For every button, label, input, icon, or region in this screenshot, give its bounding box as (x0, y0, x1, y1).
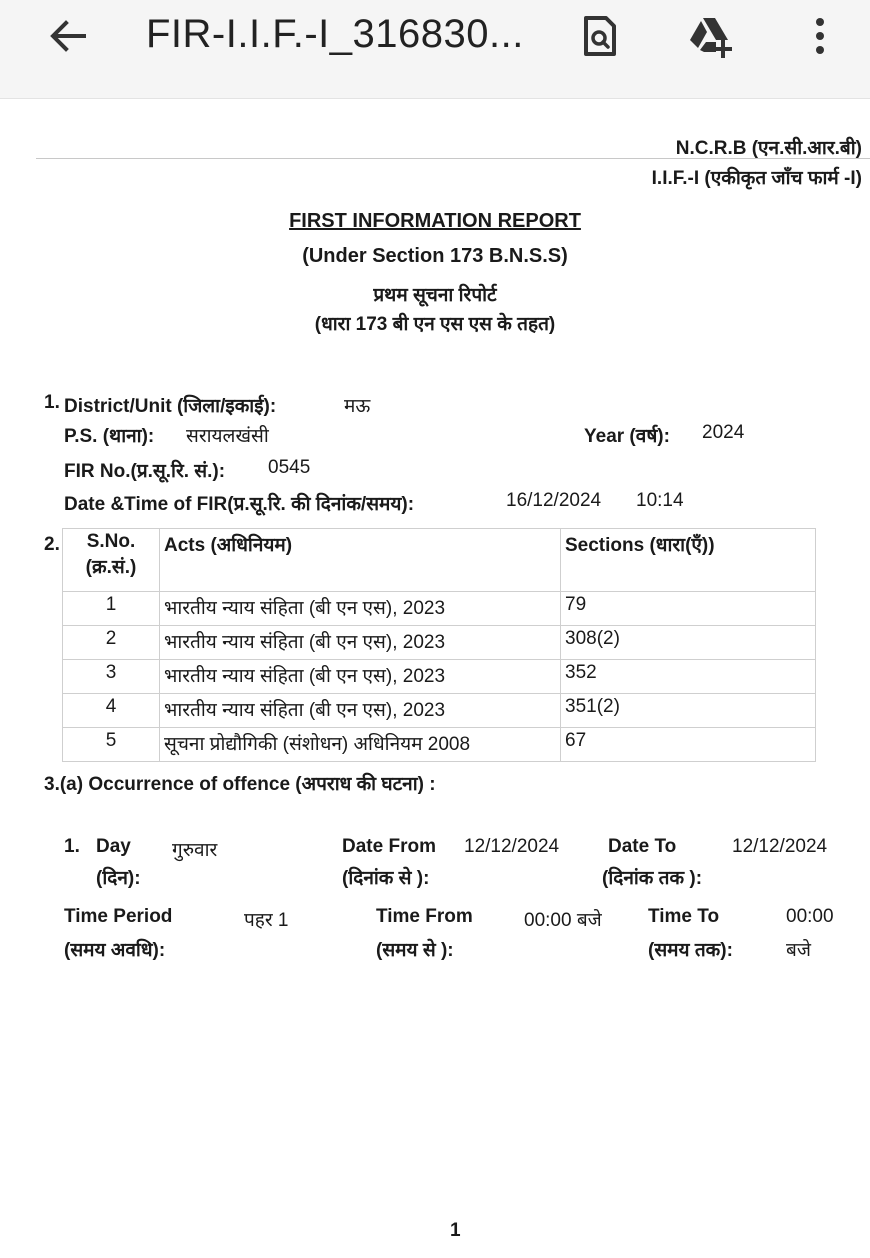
date-to-label-hindi: (दिनांक तक ): (602, 868, 703, 889)
time-from-value: 00:00 बजे (524, 910, 602, 931)
find-in-document-icon[interactable] (576, 12, 624, 60)
table-row (63, 728, 816, 762)
header-divider (36, 158, 870, 159)
row-section: 67 (561, 728, 816, 762)
section-2-number: 2. (44, 534, 60, 555)
year-label: Year (वर्ष): (584, 426, 670, 447)
time-to-value-unit: बजे (786, 940, 811, 961)
sections-header: Sections (धारा(एँ)) (561, 529, 816, 592)
row-section: 352 (561, 660, 816, 694)
date-from-value: 12/12/2024 (464, 836, 560, 857)
time-period-label-hindi: (समय अवधि): (64, 940, 166, 961)
time-from-label: Time From (376, 906, 473, 927)
row-section: 351(2) (561, 694, 816, 728)
fir-date-value: 16/12/2024 (506, 490, 602, 511)
row-act: भारतीय न्याय संहिता (बी एन एस), 2023 (160, 592, 561, 626)
day-label: Day (96, 836, 131, 857)
sno-header-label: S.No. (86, 531, 136, 552)
document-title: FIR-I.I.F.-I_316830... (146, 12, 524, 56)
arrow-left-icon[interactable] (44, 12, 92, 60)
fir-time-value: 10:14 (636, 490, 684, 511)
day-value: गुरुवार (172, 840, 218, 861)
district-value: मऊ (344, 396, 371, 417)
year-value: 2024 (702, 422, 745, 443)
row-sno: 2 (63, 626, 160, 660)
row-section: 79 (561, 592, 816, 626)
more-vert-icon[interactable] (796, 12, 844, 60)
time-period-value: पहर 1 (244, 910, 289, 931)
iif-label: I.I.F.-I (एकीकृत जाँच फार्म -I) (651, 168, 862, 189)
row-act: भारतीय न्याय संहिता (बी एन एस), 2023 (160, 694, 561, 728)
sno-header (63, 529, 160, 592)
report-title: FIRST INFORMATION REPORT (289, 210, 581, 232)
time-period-label: Time Period (64, 906, 173, 927)
district-label: District/Unit (जिला/इकाई): (64, 396, 277, 417)
police-station-label: P.S. (थाना): (64, 426, 155, 447)
police-station-value: सरायलखंसी (186, 426, 269, 447)
row-sno: 3 (63, 660, 160, 694)
add-to-drive-icon[interactable] (686, 12, 734, 60)
report-subtitle-hindi: (धारा 173 बी एन एस एस के तहत) (314, 314, 556, 335)
table-row (63, 694, 816, 728)
acts-table (62, 528, 816, 762)
time-to-label-hindi: (समय तक): (648, 940, 733, 961)
row-act: भारतीय न्याय संहिता (बी एन एस), 2023 (160, 626, 561, 660)
row-sno: 4 (63, 694, 160, 728)
sno-header-label-hindi: (क्र.सं.) (85, 557, 137, 578)
table-row (63, 660, 816, 694)
page-number: 1 (450, 1220, 461, 1241)
table-row (63, 592, 816, 626)
table-row (63, 626, 816, 660)
row-sno: 5 (63, 728, 160, 762)
row-section: 308(2) (561, 626, 816, 660)
report-title-hindi: प्रथम सूचना रिपोर्ट (373, 285, 497, 306)
time-to-label: Time To (648, 906, 720, 927)
time-to-value: 00:00 (786, 906, 834, 927)
report-subtitle: (Under Section 173 B.N.S.S) (302, 245, 568, 267)
row-act: भारतीय न्याय संहिता (बी एन एस), 2023 (160, 660, 561, 694)
date-from-label: Date From (342, 836, 436, 857)
date-to-value: 12/12/2024 (732, 836, 828, 857)
date-to-label: Date To (608, 836, 677, 857)
ncrb-label: N.C.R.B (एन.सी.आर.बी) (675, 138, 862, 159)
day-label-hindi: (दिन): (96, 868, 141, 889)
acts-header: Acts (अधिनियम) (160, 529, 561, 592)
section-1-number: 1. (44, 392, 60, 413)
row-sno: 1 (63, 592, 160, 626)
item-number: 1. (64, 836, 80, 857)
document-page (0, 98, 870, 1258)
acts-table-header (63, 529, 816, 592)
fir-datetime-label: Date &Time of FIR(प्र.सू.रि. की दिनांक/समय): (64, 494, 415, 515)
time-from-label-hindi: (समय से ): (376, 940, 454, 961)
app-bar (0, 0, 870, 99)
row-act: सूचना प्रोद्यौगिकी (संशोधन) अधिनियम 2008 (160, 728, 561, 762)
fir-number-value: 0545 (268, 457, 311, 478)
occurrence-heading: 3.(a) Occurrence of offence (अपराध की घटना) : (44, 774, 436, 795)
fir-number-label: FIR No.(प्र.सू.रि. सं.): (64, 461, 226, 482)
date-from-label-hindi: (दिनांक से ): (342, 868, 430, 889)
